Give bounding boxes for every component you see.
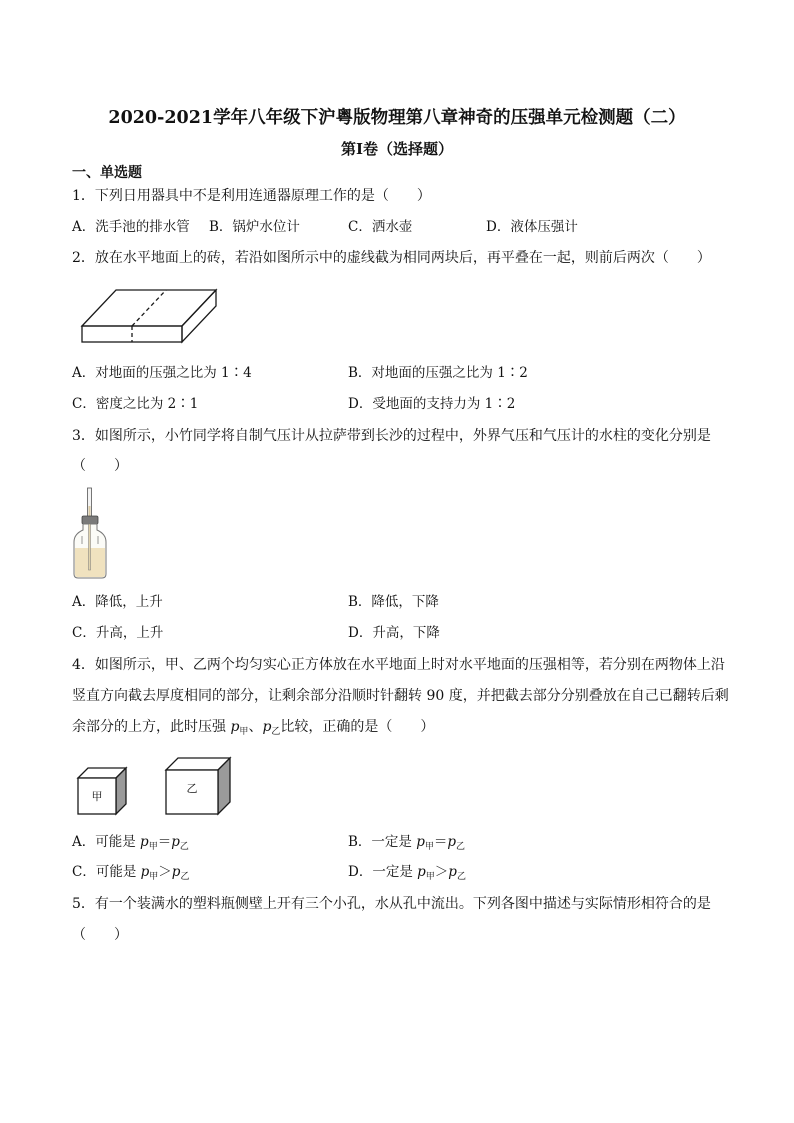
brick-figure — [74, 284, 224, 346]
barometer-bottle-figure — [70, 486, 110, 580]
question-4-stem-line3: 余部分的上方，此时压强 $p_甲$、$p_乙$比较，正确的是（ ） — [72, 719, 435, 737]
q2-option-a: A．对地面的压强之比为 1∶4 — [72, 365, 252, 381]
q4-option-b: B．一定是 $p_甲=p_乙$ — [348, 834, 466, 852]
q1-option-b: B．锅炉水位计 — [209, 219, 300, 235]
question-4-stem-line1: 4．如图所示，甲、乙两个均匀实心正方体放在水平地面上时对水平地面的压强相等，若分别在两物体上沿 — [72, 657, 725, 673]
section-heading: 一、单选题 — [72, 165, 142, 181]
q2-option-d: D．受地面的支持力为 1∶2 — [348, 396, 516, 412]
question-4-stem-line2: 竖直方向截去厚度相同的部分，让剩余部分沿顺时针翻转 90 度，并把截去部分分别叠放在自己已翻转后剩 — [72, 688, 729, 704]
question-2-stem: 2．放在水平地面上的砖，若沿如图所示中的虚线截为相同两块后，再平叠在一起，则前后两次（ ） — [72, 250, 711, 266]
q1-option-d: D．液体压强计 — [486, 219, 578, 235]
q4-option-d: D．一定是 $p_甲>p_乙$ — [348, 864, 466, 882]
page-title: 2020-2021学年八年级下沪粤版物理第八章神奇的压强单元检测题（二） — [108, 108, 686, 128]
q3-option-a: A．降低，上升 — [72, 594, 163, 610]
question-5-stem-line2: （ ） — [72, 927, 128, 943]
question-1-stem: 1．下列日用器具中不是利用连通器原理工作的是（ ） — [72, 188, 431, 204]
q3-option-c: C．升高，上升 — [72, 625, 164, 641]
q3-option-d: D．升高，下降 — [348, 625, 440, 641]
question-3-stem-line1: 3．如图所示，小竹同学将自制气压计从拉萨带到长沙的过程中，外界气压和气压计的水柱的变化分别是 — [72, 428, 711, 444]
q1-option-a: A．洗手池的排水管 — [72, 219, 190, 235]
q2-option-b: B．对地面的压强之比为 1∶2 — [348, 365, 528, 381]
q4-option-c: C．可能是 $p_甲>p_乙$ — [72, 864, 190, 882]
question-5-stem-line1: 5．有一个装满水的塑料瓶侧壁上开有三个小孔，水从孔中流出。下列各图中描述与实际情形相符合的是 — [72, 896, 711, 912]
page-subtitle: 第Ⅰ卷（选择题） — [340, 140, 454, 158]
q3-option-b: B．降低，下降 — [348, 594, 439, 610]
cube-yi-label: 乙 — [186, 782, 198, 795]
cube-jia-label: 甲 — [91, 790, 103, 803]
question-3-stem-line2: （ ） — [72, 458, 128, 474]
q4-option-a: A．可能是 $p_甲=p_乙$ — [72, 834, 189, 852]
q2-option-c: C．密度之比为 2∶1 — [72, 396, 199, 412]
q1-option-c: C．洒水壶 — [348, 219, 413, 235]
